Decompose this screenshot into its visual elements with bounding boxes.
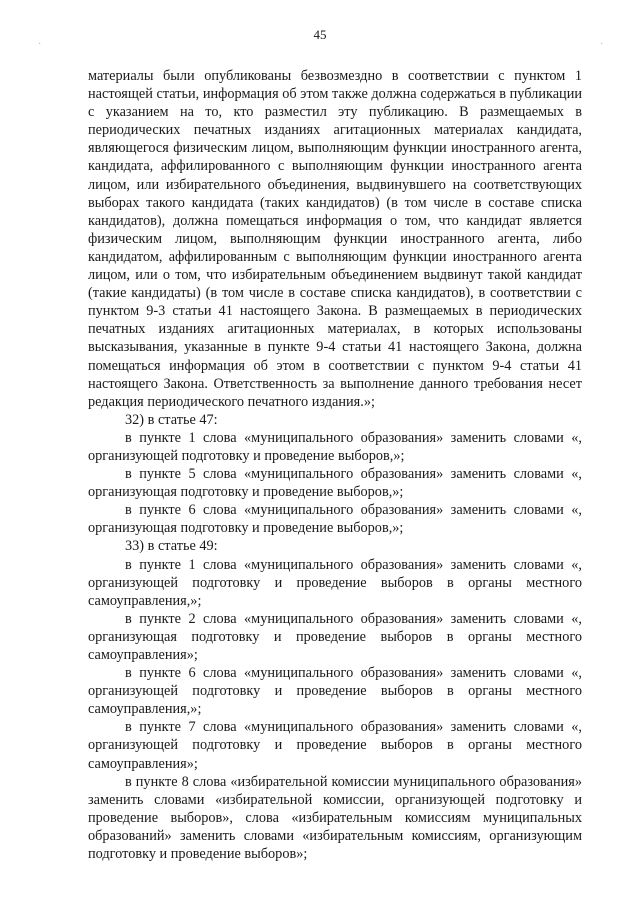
item-33-point-6: в пункте 6 слова «муниципального образования» заменить словами «, организующей подготовку и проведение выборов в органы местного самоуправления,»; [88,665,582,718]
document-body [88,67,582,863]
item-32-point-5: в пункте 5 слова «муниципального образования» заменить словами «, организующая подготовку и проведение выборов,»; [88,466,582,501]
scan-speck: · [38,39,42,50]
item-33-heading: 33) в статье 49: [125,538,218,555]
scan-speck: · [600,39,604,50]
item-33-point-2: в пункте 2 слова «муниципального образования» заменить словами «, организующая подготовку и проведение выборов в органы местного самоуправления»; [88,610,582,663]
page-number: 45 [313,27,327,42]
item-33-point-7: в пункте 7 слова «муниципального образования» заменить словами «, организующей подготовку и проведение выборов в органы местного самоуправления»; [88,719,582,772]
item-32-heading: 32) в статье 47: [125,411,218,428]
item-33-point-1: в пункте 1 слова «муниципального образования» заменить словами «, организующей подготовку и проведение выборов в органы местного самоуправления,»; [88,556,582,609]
paragraph-continuation: материалы были опубликованы безвозмездно в соответствии с пунктом 1 настоящей статьи, информация об этом также должна содержаться в публикации с указанием на то, кто разместил эту публикацию. В размещаемых в периодических печатных изданиях агитационных материалах кандидата, являющегося физическим лицом, выполняющим функции иностранного агента, кандидата, аффилированного с выполняющим функции иностранного агента лицом, или избирательного объединения, выдвинувшего на соответствующих выборах такого кандидата (таких кандидатов) (в том числе в составе списка кандидатов), должна помещаться информация о том, что кандидат является физическим лицом, выполняющим функции иностранного агента, либо кандидатом, аффилированным с выполняющим функции иностранного агента лицом, или о том, что избирательным объединением выдвинут такой кандидат (такие кандидаты) (в том числе в составе списка кандидатов), в соответствии с пунктом 9-3 статьи 41 настоящего Закона. В размещаемых в периодических печатных изданиях агитационных материалах, в которых использованы высказывания, указанные в пункте 9-4 статьи 41 настоящего Закона, должна помещаться информация об этом в соответствии с пунктом 9-4 статьи 41 настоящего Закона. Ответственность за выполнение данного требования несет редакция периодического печатного издания.»; [88,68,582,410]
item-33-point-8: в пункте 8 слова «избирательной комиссии муниципального образования» заменить словами «избирательной комиссии, организующей подготовку и проведение выборов», слова «избирательным комиссиям муниципальных образований» заменить словами «избирательным комиссиям, организующим подготовку и проведение выборов»; [88,773,582,863]
item-32-point-1: в пункте 1 слова «муниципального образования» заменить словами «, организующей подготовку и проведение выборов,»; [88,429,582,464]
item-32-point-6: в пункте 6 слова «муниципального образования» заменить словами «, организующая подготовку и проведение выборов,»; [88,502,582,537]
